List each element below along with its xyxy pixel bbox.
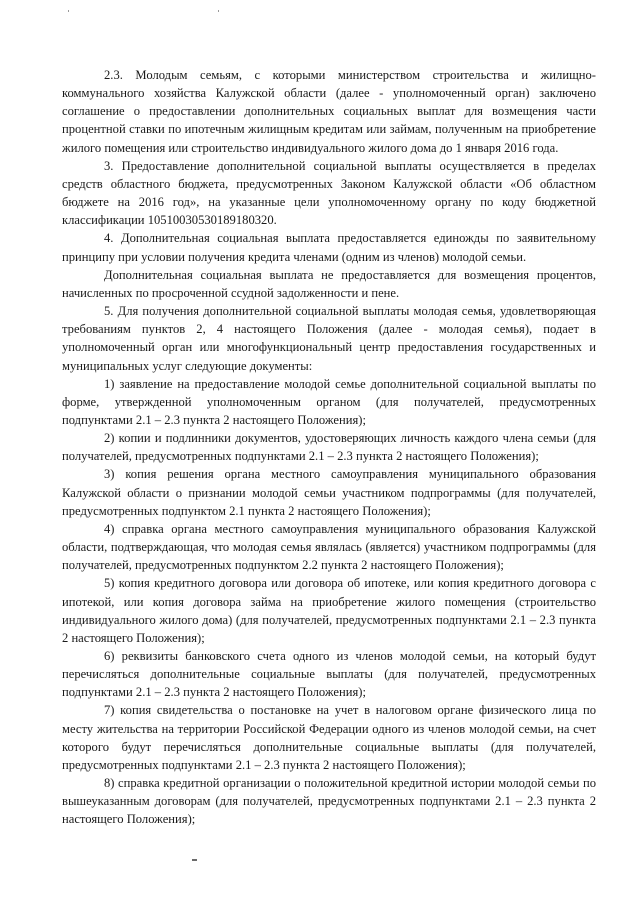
paragraph-2-3: 2.3. Молодым семьям, с которыми министерством строительства и жилищно-коммунального хозяйства Калужской области (далее - уполномоченный орган) заключено соглашение о предоставлении дополнительных социальных выплат для возмещения части процентной ставки по ипотечным жилищным кредитам или займам, полученным на приобретение жилого помещения или строительство индивидуального жилого дома до 1 января 2016 года. bbox=[62, 68, 596, 155]
list-item-5: 5) копия кредитного договора или договора об ипотеке, или копия кредитного договора с ипотекой, или копия договора займа на приобретение жилого помещения (строительство индивидуального жилого дома) (для получателей, предусмотренных подпунктами 2.1 – 2.3 пункта 2 настоящего Положения); bbox=[62, 576, 596, 645]
document-body bbox=[62, 66, 596, 829]
list-item-3: 3) копия решения органа местного самоуправления муниципального образования Калужской области о признании молодой семьи участником подпрограммы (для получателей, предусмотренных подпунктом 2.1 пункта 2 настоящего Положения); bbox=[62, 467, 596, 518]
list-item-7: 7) копия свидетельства о постановке на учет в налоговом органе физического лица по месту жительства на территории Российской Федерации одного из членов молодой семьи, на счет которого будут перечисляться дополнительные социальные выплаты (для получателей, предусмотренных подпунктами 2.1 – 2.3 пункта 2 настоящего Положения); bbox=[62, 703, 596, 772]
paragraph-5: 5. Для получения дополнительной социальной выплаты молодая семья, удовлетворяющая требованиям пунктов 2, 4 настоящего Положения (далее - молодая семья), подает в уполномоченный орган или многофункциональный центр предоставления государственных и муниципальных услуг следующие документы: bbox=[62, 304, 596, 373]
list-item-6: 6) реквизиты банковского счета одного из членов молодой семьи, на который будут перечисляться дополнительные социальные выплаты (для получателей, предусмотренных подпунктами 2.1 – 2.3 пункта 2 настоящего Положения); bbox=[62, 649, 596, 700]
paragraph-4: 4. Дополнительная социальная выплата предоставляется единожды по заявительному принципу при условии получения кредита членами (одним из членов) молодой семьи. bbox=[62, 231, 596, 264]
list-item-8: 8) справка кредитной организации о положительной кредитной истории молодой семьи по вышеуказанным договорам (для получателей, предусмотренных подпунктами 2.1 – 2.3 пункта 2 настоящего Положения); bbox=[62, 776, 596, 827]
scan-artifact bbox=[218, 10, 219, 12]
scan-artifact bbox=[192, 859, 197, 861]
list-item-4: 4) справка органа местного самоуправления муниципального образования Калужской области, подтверждающая, что молодая семья являлась (является) участником подпрограммы (для получателей, предусмотренных подпунктом 2.2 пункта 2 настоящего Положения); bbox=[62, 521, 596, 573]
list-item-2: 2) копии и подлинники документов, удостоверяющих личность каждого члена семьи (для получателей, предусмотренных подпунктами 2.1 – 2.3 пункта 2 настоящего Положения); bbox=[62, 431, 596, 464]
scan-artifact bbox=[68, 10, 69, 12]
list-item-1: 1) заявление на предоставление молодой семье дополнительной социальной выплаты по форме, утвержденной уполномоченным органом (для получателей, предусмотренных подпунктами 2.1 – 2.3 пункта 2 настоящего Положения); bbox=[62, 376, 596, 427]
paragraph-3: 3. Предоставление дополнительной социальной выплаты осуществляется в пределах средств областного бюджета, предусмотренных Законом Калужской области «Об областном бюджете на 2016 год», на указанные цели уполномоченному органу по коду бюджетной классификации 10510030530189180320. bbox=[62, 158, 596, 228]
paragraph-4-note: Дополнительная социальная выплата не предоставляется для возмещения процентов, начисленных по просроченной ссудной задолженности и пене. bbox=[62, 267, 596, 300]
